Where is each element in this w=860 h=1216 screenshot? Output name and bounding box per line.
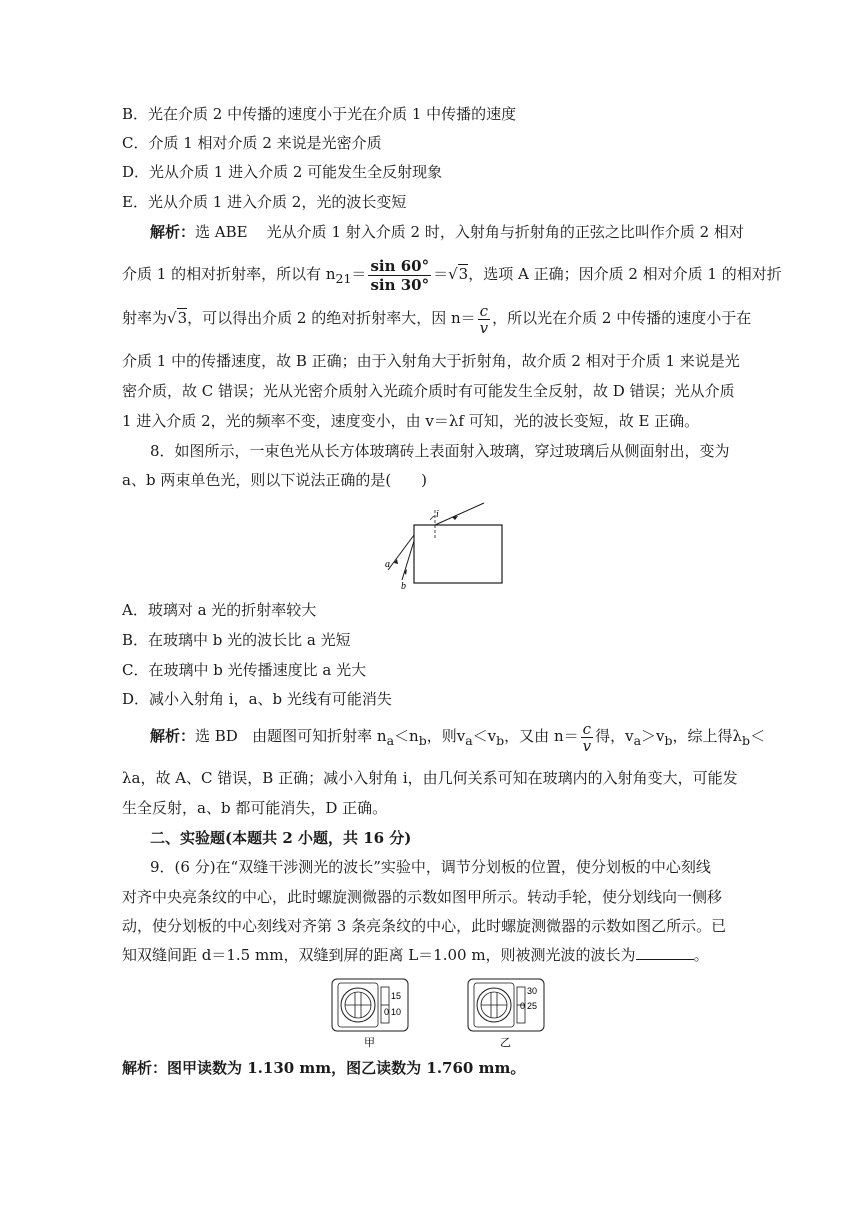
analysis-q7-line2 bbox=[122, 256, 782, 297]
analysis-q7-line3 bbox=[122, 300, 751, 336]
analysis-text: ，则v bbox=[426, 727, 466, 745]
q9-line3: 动，使分划板的中心刻线对齐第 3 条亮条纹的中心，此时螺旋测微器的示数如图乙所示。已 bbox=[122, 917, 727, 935]
angle-arc bbox=[430, 516, 435, 520]
fraction-sin bbox=[368, 257, 431, 294]
sqrt-value: 3 bbox=[177, 309, 188, 327]
subscript: a bbox=[386, 733, 395, 748]
q8-option-c: C．在玻璃中 b 光传播速度比 a 光大 bbox=[122, 661, 367, 679]
ray-b bbox=[402, 541, 414, 580]
analysis-q8-line2: λa，故 A、C 错误，B 正确；减小入射角 i，由几何关系可知在玻璃内的入射角变大，可能发 bbox=[122, 769, 738, 787]
analysis-text: 射率为 bbox=[122, 309, 168, 327]
option-d: D．光从介质 1 进入介质 2 可能发生全反射现象 bbox=[122, 163, 443, 181]
fraction-cv bbox=[581, 721, 593, 754]
analysis-q7-line1 bbox=[150, 222, 744, 242]
analysis-text: ，选项 A 正确；因介质 2 相对介质 1 的相对折 bbox=[468, 265, 782, 283]
subscript: a bbox=[633, 733, 642, 748]
analysis-text: ，综上得λ bbox=[672, 727, 743, 745]
q9-analysis: 解析：图甲读数为 1.130 mm，图乙读数为 1.760 mm。 bbox=[122, 1059, 526, 1077]
scale-label: 0 bbox=[384, 1007, 390, 1017]
scale-label: 0 bbox=[520, 1001, 526, 1011]
glass-brick bbox=[414, 525, 502, 583]
frac-denominator: sin 30° bbox=[370, 275, 430, 294]
answer-blank bbox=[636, 945, 694, 960]
analysis-text: 由题图可知折射率 n bbox=[252, 727, 387, 745]
analysis-text: ＞v bbox=[641, 727, 665, 745]
subscript: b bbox=[664, 733, 673, 748]
scale-label: 30 bbox=[527, 986, 538, 996]
q9-text: 知双缝间距 d＝1.5 mm，双缝到屏的距离 L＝1.00 m，则被测光波的波长为 bbox=[122, 946, 636, 964]
analysis-label: 解析： bbox=[150, 223, 196, 241]
frac-numerator: sin 60° bbox=[370, 256, 430, 275]
q9-line4 bbox=[122, 945, 709, 965]
analysis-answer: 选 BD bbox=[195, 727, 238, 745]
subscript: 21 bbox=[335, 271, 352, 286]
q8-option-a: A．玻璃对 a 光的折射率较大 bbox=[122, 601, 317, 619]
incident-ray bbox=[435, 503, 484, 525]
option-e: E．光从介质 1 进入介质 2，光的波长变短 bbox=[122, 193, 407, 211]
option-b: B．光在介质 2 中传播的速度小于光在介质 1 中传播的速度 bbox=[122, 105, 517, 123]
label-b: b bbox=[401, 581, 406, 592]
analysis-text: ，又由 n＝ bbox=[504, 727, 579, 745]
sqrt-value: 3 bbox=[458, 265, 469, 283]
q9-line2: 对齐中央亮条纹的中心，此时螺旋测微器的示数如图甲所示。转动手轮，使分划线向一侧移 bbox=[122, 888, 723, 906]
figure-caption: 乙 bbox=[500, 1036, 511, 1049]
q8-option-d: D．减小入射角 i，a、b 光线有可能消失 bbox=[122, 690, 392, 708]
analysis-q8-line3: 生全反射，a、b 都可能消失，D 正确。 bbox=[122, 799, 388, 817]
sqrt-icon: √ bbox=[448, 265, 458, 283]
analysis-label: 解析： bbox=[150, 727, 196, 745]
micrometer-figure-yi bbox=[466, 978, 548, 1050]
equals: ＝ bbox=[351, 265, 367, 283]
micrometer-figure-jia bbox=[330, 978, 412, 1050]
analysis-answer: 选 ABE bbox=[195, 223, 248, 241]
sqrt-icon: √ bbox=[167, 309, 177, 327]
analysis-q7-line5: 密介质，故 C 错误；光从光密介质射入光疏介质时有可能发生全反射，故 D 错误；光从介质 bbox=[122, 382, 735, 400]
q9-line1: 9．(6 分)在“双缝干涉测光的波长”实验中，调节分划板的位置，使分划板的中心刻线 bbox=[150, 858, 711, 876]
figure-caption: 甲 bbox=[364, 1036, 375, 1049]
q8-stem-line2: a、b 两束单色光，则以下说法正确的是( ) bbox=[122, 471, 428, 489]
section-title: 二、实验题(本题共 2 小题，共 16 分) bbox=[150, 829, 412, 847]
analysis-text: ，所以光在介质 2 中传播的速度小于在 bbox=[492, 309, 752, 327]
subscript: b bbox=[418, 733, 427, 748]
analysis-q7-line4: 介质 1 中的传播速度，故 B 正确；由于入射角大于折射角，故介质 2 相对于介质 1 来说是光 bbox=[122, 352, 740, 370]
analysis-text: ＜v bbox=[472, 727, 497, 745]
fraction-cv bbox=[478, 303, 490, 336]
frac-numerator: c bbox=[581, 721, 593, 738]
glass-brick-diagram bbox=[372, 498, 512, 594]
analysis-text: 得，v bbox=[595, 727, 634, 745]
analysis-q7-line6: 1 进入介质 2，光的频率不变，速度变小，由 v＝λf 可知，光的波长变短，故 E 正确。 bbox=[122, 412, 700, 430]
subscript: b bbox=[496, 733, 505, 748]
label-a: a bbox=[385, 559, 390, 570]
analysis-text: ＜n bbox=[394, 727, 419, 745]
scale-label: 15 bbox=[391, 991, 402, 1001]
label-i: i bbox=[436, 509, 439, 520]
analysis-text: 介质 1 的相对折射率，所以有 n bbox=[122, 265, 336, 283]
frac-denominator: v bbox=[479, 318, 489, 337]
analysis-text: 光从介质 1 射入介质 2 时，入射角与折射角的正弦之比叫作介质 2 相对 bbox=[266, 223, 744, 241]
q9-text: 。 bbox=[693, 946, 709, 964]
equals: ＝ bbox=[433, 265, 449, 283]
q8-stem-line1: 8．如图所示，一束色光从长方体玻璃砖上表面射入玻璃，穿过玻璃后从侧面射出，变为 bbox=[150, 442, 730, 460]
frac-numerator: c bbox=[478, 303, 490, 320]
q8-option-b: B．在玻璃中 b 光的波长比 a 光短 bbox=[122, 631, 351, 649]
frac-denominator: v bbox=[582, 736, 592, 755]
scale-label: 10 bbox=[391, 1007, 402, 1017]
subscript: a bbox=[465, 733, 473, 748]
analysis-text: ，可以得出介质 2 的绝对折射率大，因 n＝ bbox=[187, 309, 476, 327]
analysis-text: ＜ bbox=[750, 727, 766, 745]
scale-label: 25 bbox=[527, 1001, 538, 1011]
analysis-q8-line1 bbox=[150, 718, 765, 759]
option-c: C．介质 1 相对介质 2 来说是光密介质 bbox=[122, 134, 382, 152]
subscript: b bbox=[742, 733, 751, 748]
